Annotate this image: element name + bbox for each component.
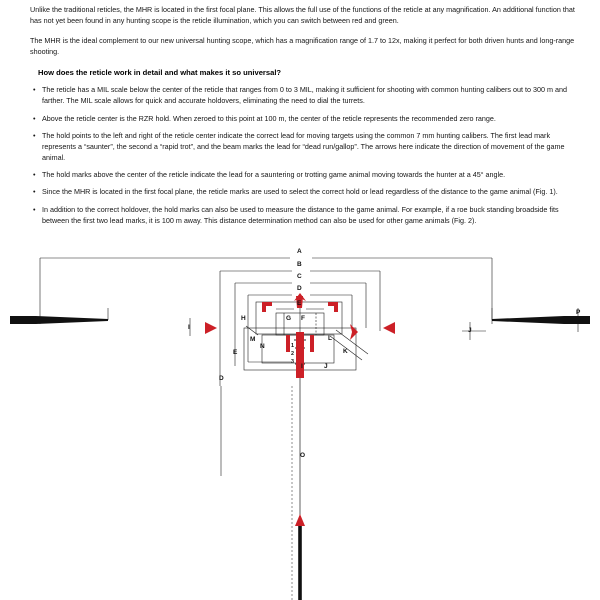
section-subheading: How does the reticle work in detail and what makes it so universal? — [38, 67, 282, 77]
list-item — [30, 84, 575, 106]
dimension-label-g: G — [286, 315, 292, 322]
intro-paragraph-1: Unlike the traditional reticles, the MHR is located in the first focal plane. This allows the full use of the functions of the reticle at any magnification. An additional function that has not yet been found in any hunting scope is the reticle illumination, which you can switch between red and green. — [30, 5, 575, 26]
list-item — [30, 113, 575, 124]
mil-mark-1-label: 1 — [291, 343, 294, 349]
dimension-label-k: K — [343, 348, 348, 355]
dimension-label-c: C — [297, 273, 302, 280]
list-item — [30, 130, 575, 163]
list-item-text: The hold marks above the center of the reticle indicate the lead for a sauntering or trotting game animal moving towards the hunter at a 45° angle. — [42, 170, 506, 180]
list-item — [30, 186, 575, 197]
dimension-label-n: N — [260, 343, 265, 350]
intro-paragraph-2: The MHR is the ideal complement to our new universal hunting scope, which has a magnification range of 1.7 to 12x, making it perfect for both driven hunts and long-range shooting. — [30, 36, 575, 57]
dimension-label-b: B — [297, 261, 302, 268]
bullet-marker-icon: • — [33, 85, 36, 95]
dimension-label-f: F — [301, 315, 306, 322]
feature-bullet-list — [30, 84, 575, 226]
dimension-label-a: A — [297, 248, 302, 255]
bullet-marker-icon: • — [33, 187, 36, 197]
dimension-label-d-left: D — [219, 375, 224, 382]
dimension-label-e-left: E — [233, 349, 238, 356]
dimension-label-l: L — [328, 335, 333, 342]
dimension-label-o: O — [300, 452, 306, 459]
dimension-label-j-low: J — [324, 363, 328, 370]
dimension-label-i: I — [188, 324, 191, 331]
dimension-label-m: M — [250, 336, 256, 343]
list-item-text: Above the reticle center is the RZR hold. When zeroed to this point at 100 m, the center of the reticle represents the recommended zero range. — [42, 113, 496, 123]
list-item-text: In addition to the correct holdover, the hold marks can also be used to measure the distance to the game animal. For example, if a roe buck standing broadside fits between the first two lead marks, it is 100 m away. This distance determination method can also be used for other game animals (Fig. 2). — [42, 204, 559, 225]
dimension-label-h: H — [241, 315, 246, 322]
reticle-figure — [0, 236, 600, 600]
article-text — [30, 0, 575, 232]
mil-mark-2-label: 2 — [291, 351, 294, 357]
dimension-label-i-low: I — [301, 363, 304, 370]
list-item-text: Since the MHR is located in the first focal plane, the reticle marks are used to select the correct hold or lead regardless of the distance to the game animal (Fig. 1). — [42, 187, 558, 197]
dimension-label-j-right: J — [468, 327, 472, 334]
list-item-text: The hold points to the left and right of the reticle center indicate the correct lead for moving targets using the common 7 mm hunting calibers. The first lead mark represents a “saunter”, the second a “rapid trot”, and the beam marks the lead for “dead run/gallop”. The arrows here indicate the direction of movement of the game animal. — [42, 130, 565, 163]
bullet-marker-icon: • — [33, 204, 36, 214]
list-item-text: The reticle has a MIL scale below the center of the reticle that ranges from 0 to 3 MIL, making it sufficient for shooting with common hunting calibers out to 300 m and farther. The MIL scale allows for quick and accurate holdovers, eliminating the need to dial the turrets. — [42, 85, 567, 106]
bullet-marker-icon: • — [33, 113, 36, 123]
bullet-marker-icon: • — [33, 170, 36, 180]
list-item — [30, 204, 575, 226]
dimension-label-d-top: D — [297, 285, 302, 292]
dimension-label-e-top: E — [297, 300, 302, 307]
bullet-marker-icon: • — [33, 130, 36, 140]
mil-mark-3-label: 3 — [291, 359, 294, 365]
list-item — [30, 169, 575, 180]
dimension-label-p: P — [576, 309, 581, 316]
